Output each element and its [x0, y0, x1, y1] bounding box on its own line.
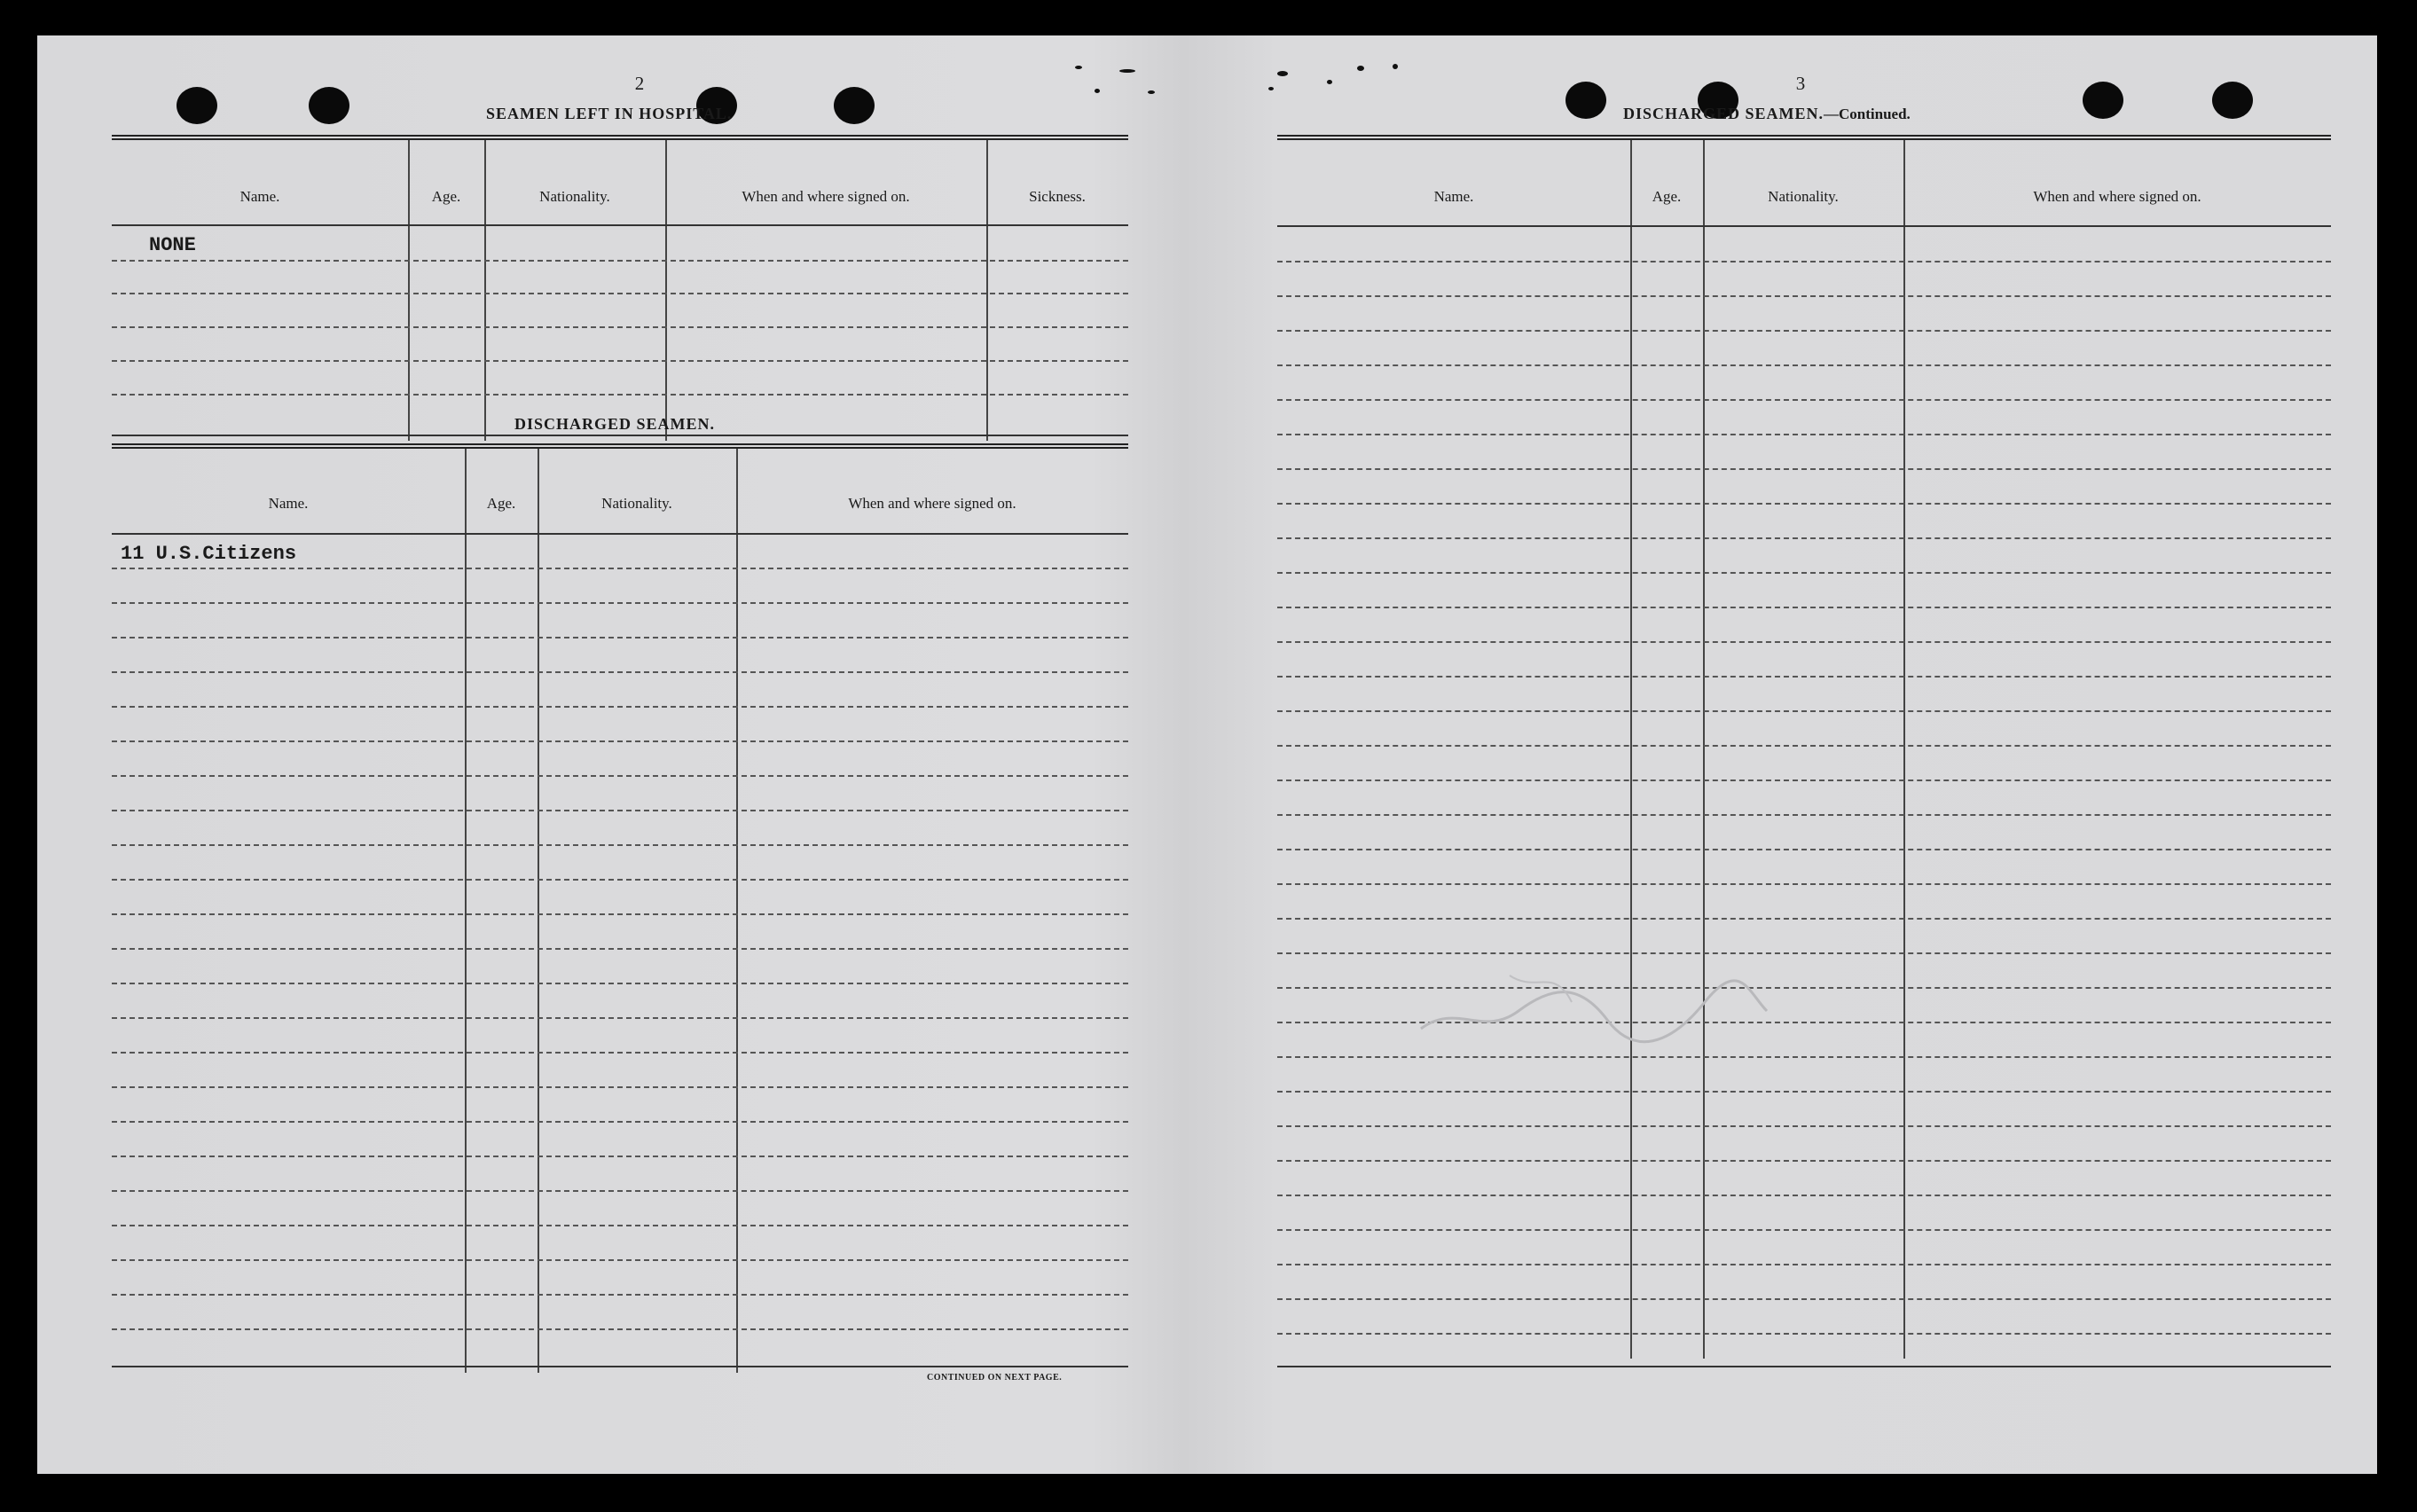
- table-top-rule: [1277, 135, 2331, 140]
- row-rule: [112, 1121, 1128, 1123]
- row-rule: [1277, 607, 2331, 608]
- column-header-signed-on: When and where signed on.: [2033, 188, 2201, 205]
- discharged-continued-table: [1277, 135, 2331, 1369]
- page-number: 2: [634, 73, 645, 94]
- column-divider: [1903, 140, 1905, 1359]
- punch-hole: [177, 87, 217, 124]
- row-rule: [112, 394, 1128, 396]
- table-top-rule: [112, 135, 1128, 140]
- ink-speck: [1119, 69, 1135, 73]
- row-rule: [1277, 814, 2331, 816]
- row-rule: [1277, 780, 2331, 781]
- column-header-nationality: Nationality.: [1768, 188, 1839, 205]
- discharged-section-title: DISCHARGED SEAMEN.: [514, 415, 716, 433]
- hospital-section-title: SEAMEN LEFT IN HOSPITAL.: [486, 105, 733, 122]
- continued-footer: CONTINUED ON NEXT PAGE.: [927, 1373, 1063, 1383]
- page-number: 3: [1795, 73, 1806, 94]
- hospital-table: [112, 135, 1128, 441]
- row-rule: [1277, 918, 2331, 920]
- row-rule: [112, 706, 1128, 708]
- ink-speck: [1277, 71, 1288, 76]
- faint-signature-mark: [1403, 949, 1776, 1064]
- row-rule: [1277, 1195, 2331, 1196]
- column-divider: [986, 140, 988, 441]
- row-rule: [112, 568, 1128, 569]
- row-rule: [1277, 1264, 2331, 1265]
- row-rule: [1277, 399, 2331, 401]
- title-suffix: —Continued.: [1824, 106, 1911, 122]
- row-rule: [112, 740, 1128, 742]
- row-rule: [1277, 745, 2331, 747]
- ink-speck: [1393, 64, 1398, 69]
- punch-hole: [834, 87, 875, 124]
- row-rule: [112, 260, 1128, 262]
- row-rule: [1277, 676, 2331, 678]
- column-divider: [736, 449, 738, 1373]
- column-header-name: Name.: [1433, 188, 1474, 205]
- row-rule: [1277, 849, 2331, 850]
- row-rule: [1277, 1091, 2331, 1093]
- ink-speck: [1327, 80, 1332, 84]
- row-rule: [1277, 537, 2331, 539]
- column-header-nationality: Nationality.: [539, 188, 610, 205]
- discharged-entry: 11 U.S.Citizens: [121, 543, 297, 565]
- row-rule: [112, 1052, 1128, 1054]
- ink-speck: [1357, 66, 1364, 71]
- table-bottom-rule: [1277, 1366, 2331, 1367]
- column-header-signed-on: When and where signed on.: [848, 495, 1016, 512]
- row-rule: [1277, 503, 2331, 505]
- column-divider: [1630, 140, 1632, 1359]
- punch-hole: [309, 87, 349, 124]
- ink-speck: [1268, 87, 1274, 90]
- row-rule: [1277, 330, 2331, 332]
- discharged-continued-title: [1623, 105, 1911, 123]
- column-header-age: Age.: [486, 495, 516, 512]
- row-rule: [112, 1086, 1128, 1088]
- row-rule: [1277, 1298, 2331, 1300]
- ink-speck: [1148, 90, 1155, 94]
- punch-hole: [2083, 82, 2123, 119]
- manifest-sheet: [37, 35, 2377, 1474]
- header-rule: [112, 533, 1128, 535]
- row-rule: [1277, 641, 2331, 643]
- row-rule: [112, 983, 1128, 984]
- row-rule: [112, 360, 1128, 362]
- row-rule: [112, 913, 1128, 915]
- row-rule: [1277, 572, 2331, 574]
- column-header-name: Name.: [239, 188, 280, 205]
- column-divider: [538, 449, 539, 1373]
- row-rule: [112, 1294, 1128, 1296]
- column-header-nationality: Nationality.: [601, 495, 672, 512]
- column-divider: [484, 140, 486, 441]
- row-rule: [112, 1156, 1128, 1157]
- row-rule: [112, 1225, 1128, 1226]
- column-header-sickness: Sickness.: [1029, 188, 1086, 205]
- column-divider: [408, 140, 410, 441]
- row-rule: [1277, 1125, 2331, 1127]
- row-rule: [112, 1017, 1128, 1019]
- row-rule: [112, 1328, 1128, 1330]
- header-rule: [1277, 225, 2331, 227]
- header-rule: [112, 224, 1128, 226]
- row-rule: [1277, 1333, 2331, 1335]
- column-divider: [465, 449, 467, 1373]
- row-rule: [1277, 1160, 2331, 1162]
- row-rule: [112, 326, 1128, 328]
- row-rule: [1277, 434, 2331, 435]
- row-rule: [112, 293, 1128, 294]
- column-header-signed-on: When and where signed on.: [742, 188, 910, 205]
- column-divider: [665, 140, 667, 441]
- row-rule: [112, 1190, 1128, 1192]
- column-header-age: Age.: [431, 188, 461, 205]
- discharged-table: [112, 443, 1128, 1373]
- row-rule: [112, 879, 1128, 881]
- hospital-entry: NONE: [149, 234, 196, 256]
- title-main: DISCHARGED SEAMEN.: [1623, 105, 1825, 122]
- row-rule: [112, 810, 1128, 811]
- row-rule: [112, 1259, 1128, 1261]
- ink-speck: [1095, 89, 1100, 93]
- table-bottom-rule: [112, 435, 1128, 436]
- column-divider: [1703, 140, 1705, 1359]
- row-rule: [1277, 883, 2331, 885]
- row-rule: [112, 948, 1128, 950]
- punch-hole: [1566, 82, 1606, 119]
- row-rule: [112, 775, 1128, 777]
- row-rule: [1277, 1229, 2331, 1231]
- row-rule: [112, 844, 1128, 846]
- row-rule: [112, 637, 1128, 638]
- ink-speck: [1075, 66, 1082, 69]
- column-header-age: Age.: [1652, 188, 1682, 205]
- column-header-name: Name.: [268, 495, 309, 512]
- row-rule: [112, 602, 1128, 604]
- row-rule: [112, 671, 1128, 673]
- table-bottom-rule: [112, 1366, 1128, 1367]
- punch-hole: [2212, 82, 2253, 119]
- row-rule: [1277, 261, 2331, 262]
- row-rule: [1277, 710, 2331, 712]
- row-rule: [1277, 295, 2331, 297]
- row-rule: [1277, 468, 2331, 470]
- table-top-rule: [112, 443, 1128, 449]
- row-rule: [1277, 364, 2331, 366]
